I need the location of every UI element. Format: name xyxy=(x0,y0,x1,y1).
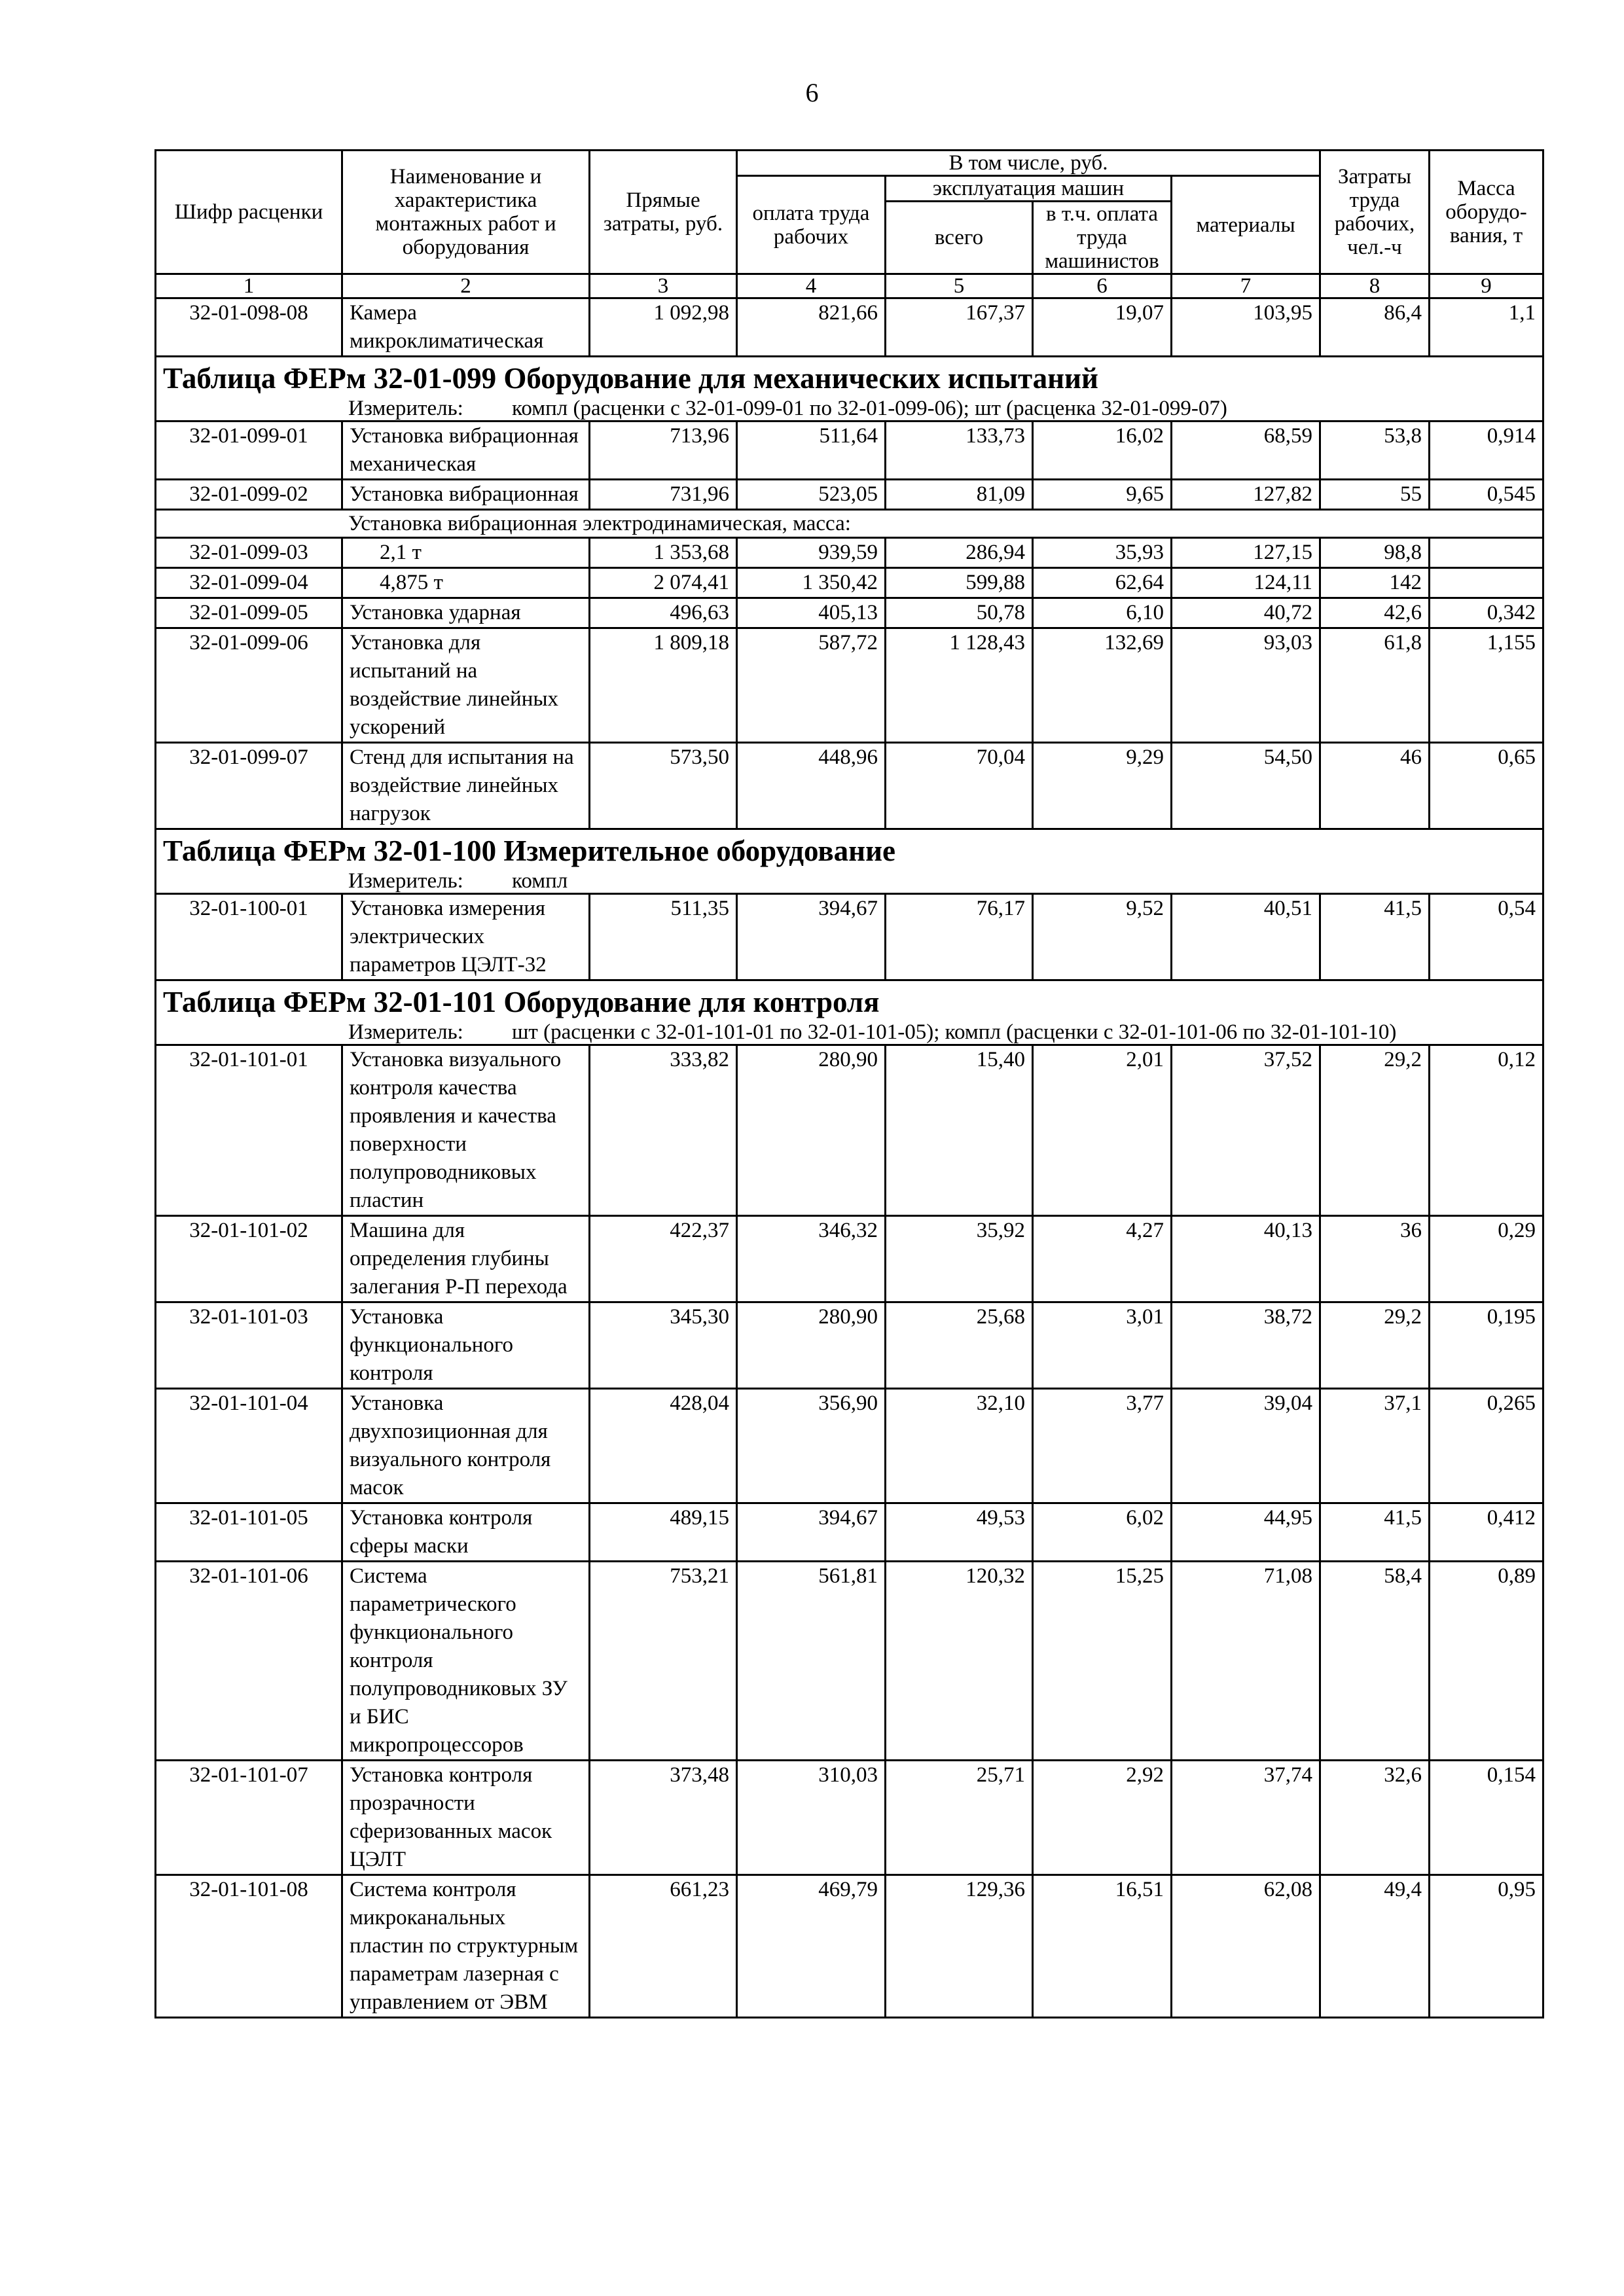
value-cell: 286,94 xyxy=(886,538,1033,568)
header-labor-pay: оплата труда рабочих xyxy=(737,176,886,274)
value-cell: 142 xyxy=(1320,568,1430,598)
value-cell: 0,195 xyxy=(1430,1302,1543,1389)
work-name: Установка двухпозиционная для визуального контроля масок xyxy=(342,1389,590,1503)
value-cell: 9,65 xyxy=(1033,480,1172,510)
section-header-row xyxy=(156,829,1543,894)
value-cell: 32,6 xyxy=(1320,1761,1430,1875)
section-title: Таблица ФЕРм 32-01-101 Оборудование для контроля xyxy=(163,986,880,1018)
value-cell: 29,2 xyxy=(1320,1302,1430,1389)
value-cell: 2,92 xyxy=(1033,1761,1172,1875)
value-cell: 422,37 xyxy=(590,1216,737,1302)
table-row xyxy=(156,743,1543,829)
group-row xyxy=(156,510,1543,538)
value-cell: 1 092,98 xyxy=(590,298,737,357)
header-machines-pay: в т.ч. оплата труда машинистов xyxy=(1033,202,1172,274)
value-cell: 1,155 xyxy=(1430,628,1543,743)
value-cell: 62,64 xyxy=(1033,568,1172,598)
value-cell: 120,32 xyxy=(886,1562,1033,1761)
work-name: Установка контроля сферы маски xyxy=(342,1503,590,1562)
table-row xyxy=(156,628,1543,743)
rate-code: 32-01-101-04 xyxy=(156,1389,342,1503)
value-cell: 9,52 xyxy=(1033,894,1172,980)
table-row xyxy=(156,1045,1543,1216)
value-cell: 37,1 xyxy=(1320,1389,1430,1503)
value-cell: 49,53 xyxy=(886,1503,1033,1562)
value-cell: 81,09 xyxy=(886,480,1033,510)
value-cell: 561,81 xyxy=(737,1562,886,1761)
value-cell: 0,154 xyxy=(1430,1761,1543,1875)
value-cell: 0,342 xyxy=(1430,598,1543,628)
value-cell: 167,37 xyxy=(886,298,1033,357)
work-name: Установка ударная xyxy=(342,598,590,628)
value-cell: 346,32 xyxy=(737,1216,886,1302)
value-cell: 939,59 xyxy=(737,538,886,568)
table-body xyxy=(156,298,1543,2018)
value-cell: 15,40 xyxy=(886,1045,1033,1216)
value-cell: 0,95 xyxy=(1430,1875,1543,2018)
section-title: Таблица ФЕРм 32-01-099 Оборудование для механических испытаний xyxy=(163,362,1098,395)
value-cell: 58,4 xyxy=(1320,1562,1430,1761)
unit-label: Измеритель: xyxy=(348,397,463,420)
column-number: 2 xyxy=(342,274,590,298)
value-cell: 36 xyxy=(1320,1216,1430,1302)
rate-code: 32-01-100-01 xyxy=(156,894,342,980)
page-number: 6 xyxy=(805,78,819,107)
value-cell: 76,17 xyxy=(886,894,1033,980)
section-header-row xyxy=(156,357,1543,422)
value-cell: 53,8 xyxy=(1320,422,1430,480)
value-cell: 103,95 xyxy=(1172,298,1320,357)
rate-code: 32-01-101-03 xyxy=(156,1302,342,1389)
value-cell: 25,68 xyxy=(886,1302,1033,1389)
value-cell: 394,67 xyxy=(737,1503,886,1562)
value-cell: 50,78 xyxy=(886,598,1033,628)
value-cell: 54,50 xyxy=(1172,743,1320,829)
value-cell: 68,59 xyxy=(1172,422,1320,480)
value-cell: 0,265 xyxy=(1430,1389,1543,1503)
rate-code: 32-01-101-05 xyxy=(156,1503,342,1562)
value-cell: 0,914 xyxy=(1430,422,1543,480)
value-cell: 3,77 xyxy=(1033,1389,1172,1503)
value-cell: 42,6 xyxy=(1320,598,1430,628)
value-cell: 32,10 xyxy=(886,1389,1033,1503)
value-cell: 373,48 xyxy=(590,1761,737,1875)
work-name: Стенд для испытания на воздействие линейных нагрузок xyxy=(342,743,590,829)
value-cell: 0,65 xyxy=(1430,743,1543,829)
work-name: Установка вибрационная xyxy=(342,480,590,510)
value-cell: 1 809,18 xyxy=(590,628,737,743)
value-cell: 333,82 xyxy=(590,1045,737,1216)
value-cell: 345,30 xyxy=(590,1302,737,1389)
header-name: Наименование и характеристика монтажных работ и оборудования xyxy=(342,151,590,274)
value-cell: 46 xyxy=(1320,743,1430,829)
value-cell: 0,89 xyxy=(1430,1562,1543,1761)
table-row xyxy=(156,894,1543,980)
section-cell xyxy=(156,357,1543,422)
value-cell: 127,82 xyxy=(1172,480,1320,510)
value-cell: 127,15 xyxy=(1172,538,1320,568)
header-materials: материалы xyxy=(1172,176,1320,274)
work-name: 2,1 т xyxy=(342,538,590,568)
column-numbers-row xyxy=(156,274,1543,298)
rates-table xyxy=(154,149,1544,2018)
value-cell: 132,69 xyxy=(1033,628,1172,743)
work-name: 4,875 т xyxy=(342,568,590,598)
work-name: Система контроля микроканальных пластин по структурным параметрам лазерная с управлением от ЭВМ xyxy=(342,1875,590,2018)
table-row xyxy=(156,298,1543,357)
rate-code: 32-01-099-04 xyxy=(156,568,342,598)
value-cell: 61,8 xyxy=(1320,628,1430,743)
value-cell: 1 128,43 xyxy=(886,628,1033,743)
value-cell xyxy=(1430,538,1543,568)
value-cell: 2,01 xyxy=(1033,1045,1172,1216)
column-number: 1 xyxy=(156,274,342,298)
column-number: 3 xyxy=(590,274,737,298)
rate-code: 32-01-098-08 xyxy=(156,298,342,357)
value-cell: 9,29 xyxy=(1033,743,1172,829)
table-row xyxy=(156,1302,1543,1389)
rate-code: 32-01-099-03 xyxy=(156,538,342,568)
value-cell: 37,74 xyxy=(1172,1761,1320,1875)
value-cell: 124,11 xyxy=(1172,568,1320,598)
value-cell: 713,96 xyxy=(590,422,737,480)
value-cell: 0,545 xyxy=(1430,480,1543,510)
rate-code: 32-01-099-07 xyxy=(156,743,342,829)
work-name: Система параметрического функционального контроля полупроводниковых ЗУ и БИС микропроцессоров xyxy=(342,1562,590,1761)
column-number: 8 xyxy=(1320,274,1430,298)
value-cell: 16,02 xyxy=(1033,422,1172,480)
value-cell: 405,13 xyxy=(737,598,886,628)
value-cell: 35,92 xyxy=(886,1216,1033,1302)
value-cell: 86,4 xyxy=(1320,298,1430,357)
value-cell: 70,04 xyxy=(886,743,1033,829)
rate-code: 32-01-099-02 xyxy=(156,480,342,510)
value-cell: 573,50 xyxy=(590,743,737,829)
value-cell xyxy=(1430,568,1543,598)
section-title: Таблица ФЕРм 32-01-100 Измерительное оборудование xyxy=(163,834,895,867)
header-direct-costs: Прямые затраты, руб. xyxy=(590,151,737,274)
value-cell: 6,02 xyxy=(1033,1503,1172,1562)
table-row xyxy=(156,1216,1543,1302)
value-cell: 38,72 xyxy=(1172,1302,1320,1389)
value-cell: 25,71 xyxy=(886,1761,1033,1875)
value-cell: 511,64 xyxy=(737,422,886,480)
value-cell: 599,88 xyxy=(886,568,1033,598)
value-cell: 0,12 xyxy=(1430,1045,1543,1216)
value-cell: 469,79 xyxy=(737,1875,886,2018)
value-cell: 310,03 xyxy=(737,1761,886,1875)
work-name: Установка вибрационная механическая xyxy=(342,422,590,480)
value-cell: 394,67 xyxy=(737,894,886,980)
work-name: Установка функционального контроля xyxy=(342,1302,590,1389)
rate-code: 32-01-099-05 xyxy=(156,598,342,628)
group-label: Установка вибрационная электродинамическая, масса: xyxy=(156,510,1543,538)
header-mass: Масса оборудо-вания, т xyxy=(1430,151,1543,274)
value-cell: 29,2 xyxy=(1320,1045,1430,1216)
header-machines: эксплуатация машин xyxy=(886,176,1172,202)
value-cell: 41,5 xyxy=(1320,894,1430,980)
table-row xyxy=(156,480,1543,510)
value-cell: 496,63 xyxy=(590,598,737,628)
value-cell: 448,96 xyxy=(737,743,886,829)
value-cell: 129,36 xyxy=(886,1875,1033,2018)
value-cell: 133,73 xyxy=(886,422,1033,480)
table-row xyxy=(156,598,1543,628)
value-cell: 1,1 xyxy=(1430,298,1543,357)
value-cell: 280,90 xyxy=(737,1302,886,1389)
value-cell: 280,90 xyxy=(737,1045,886,1216)
unit-label: Измеритель: xyxy=(348,869,463,893)
rate-code: 32-01-101-06 xyxy=(156,1562,342,1761)
rate-code: 32-01-099-01 xyxy=(156,422,342,480)
column-number: 5 xyxy=(886,274,1033,298)
work-name: Установка для испытаний на воздействие линейных ускорений xyxy=(342,628,590,743)
table-row xyxy=(156,1562,1543,1761)
value-cell: 40,13 xyxy=(1172,1216,1320,1302)
value-cell: 753,21 xyxy=(590,1562,737,1761)
work-name: Установка измерения электрических параметров ЦЭЛТ-32 xyxy=(342,894,590,980)
value-cell: 41,5 xyxy=(1320,1503,1430,1562)
value-cell: 40,72 xyxy=(1172,598,1320,628)
value-cell: 428,04 xyxy=(590,1389,737,1503)
header-machines-total: всего xyxy=(886,202,1033,274)
value-cell: 3,01 xyxy=(1033,1302,1172,1389)
column-number: 4 xyxy=(737,274,886,298)
rate-code: 32-01-101-07 xyxy=(156,1761,342,1875)
section-header-row xyxy=(156,980,1543,1045)
value-cell: 39,04 xyxy=(1172,1389,1320,1503)
value-cell: 62,08 xyxy=(1172,1875,1320,2018)
work-name: Машина для определения глубины залегания Р-П перехода xyxy=(342,1216,590,1302)
section-unit xyxy=(156,397,1542,420)
unit-value: компл (расценки с 32-01-099-01 по 32-01-099-06); шт (расценка 32-01-099-07) xyxy=(512,397,1227,420)
table-row xyxy=(156,1503,1543,1562)
work-name: Установка контроля прозрачности сферизованных масок ЦЭЛТ xyxy=(342,1761,590,1875)
section-cell xyxy=(156,980,1543,1045)
value-cell: 511,35 xyxy=(590,894,737,980)
value-cell: 523,05 xyxy=(737,480,886,510)
table-row xyxy=(156,568,1543,598)
rate-code: 32-01-101-08 xyxy=(156,1875,342,2018)
value-cell: 661,23 xyxy=(590,1875,737,2018)
value-cell: 6,10 xyxy=(1033,598,1172,628)
value-cell: 40,51 xyxy=(1172,894,1320,980)
header-including: В том числе, руб. xyxy=(737,151,1320,176)
rate-code: 32-01-101-02 xyxy=(156,1216,342,1302)
value-cell: 2 074,41 xyxy=(590,568,737,598)
section-cell xyxy=(156,829,1543,894)
work-name: Камера микроклиматическая xyxy=(342,298,590,357)
value-cell: 4,27 xyxy=(1033,1216,1172,1302)
value-cell: 93,03 xyxy=(1172,628,1320,743)
section-unit xyxy=(156,869,1542,893)
value-cell: 37,52 xyxy=(1172,1045,1320,1216)
unit-value: компл xyxy=(512,869,568,893)
column-number: 9 xyxy=(1430,274,1543,298)
table-row xyxy=(156,422,1543,480)
column-number: 6 xyxy=(1033,274,1172,298)
section-unit xyxy=(156,1020,1542,1044)
value-cell: 356,90 xyxy=(737,1389,886,1503)
value-cell: 19,07 xyxy=(1033,298,1172,357)
value-cell: 0,54 xyxy=(1430,894,1543,980)
value-cell: 489,15 xyxy=(590,1503,737,1562)
value-cell: 16,51 xyxy=(1033,1875,1172,2018)
unit-value: шт (расценки с 32-01-101-01 по 32-01-101-05); компл (расценки с 32-01-101-06 по 32-01-101-10) xyxy=(512,1020,1397,1044)
rate-code: 32-01-099-06 xyxy=(156,628,342,743)
value-cell: 15,25 xyxy=(1033,1562,1172,1761)
value-cell: 35,93 xyxy=(1033,538,1172,568)
value-cell: 1 353,68 xyxy=(590,538,737,568)
value-cell: 0,29 xyxy=(1430,1216,1543,1302)
value-cell: 98,8 xyxy=(1320,538,1430,568)
value-cell: 821,66 xyxy=(737,298,886,357)
value-cell: 71,08 xyxy=(1172,1562,1320,1761)
value-cell: 731,96 xyxy=(590,480,737,510)
rate-code: 32-01-101-01 xyxy=(156,1045,342,1216)
unit-label: Измеритель: xyxy=(348,1020,463,1044)
header-code: Шифр расценки xyxy=(156,151,342,274)
value-cell: 0,412 xyxy=(1430,1503,1543,1562)
value-cell: 1 350,42 xyxy=(737,568,886,598)
value-cell: 587,72 xyxy=(737,628,886,743)
column-number: 7 xyxy=(1172,274,1320,298)
table-row xyxy=(156,1761,1543,1875)
work-name: Установка визуального контроля качества проявления и качества поверхности полупроводниковых пластин xyxy=(342,1045,590,1216)
header-labor-hours: Затраты труда рабочих, чел.-ч xyxy=(1320,151,1430,274)
value-cell: 44,95 xyxy=(1172,1503,1320,1562)
table-row xyxy=(156,538,1543,568)
value-cell: 49,4 xyxy=(1320,1875,1430,2018)
table-row xyxy=(156,1875,1543,2018)
value-cell: 55 xyxy=(1320,480,1430,510)
table-row xyxy=(156,1389,1543,1503)
